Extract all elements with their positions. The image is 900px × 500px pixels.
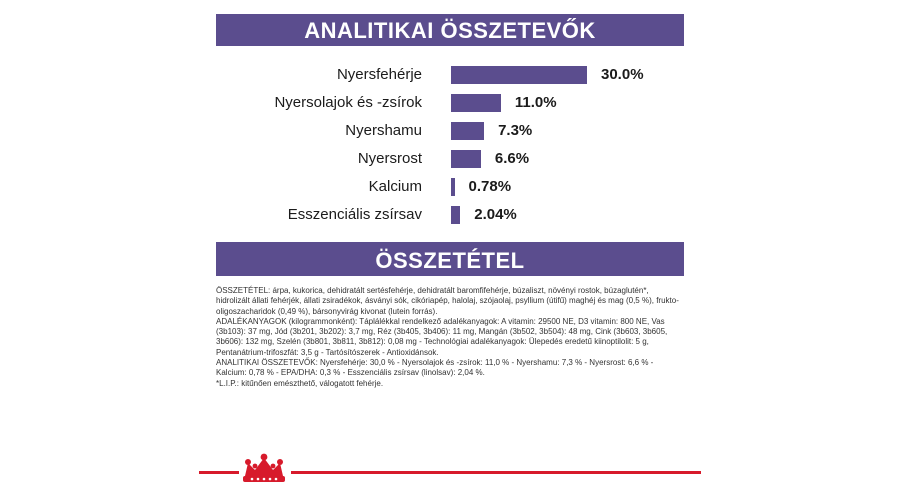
analytics-value: 6.6% — [494, 150, 530, 167]
analytics-row — [216, 148, 684, 170]
analytics-bar — [451, 66, 587, 84]
analytics-label: Nyersolajok és -zsírok — [274, 94, 422, 111]
analytics-header — [216, 14, 684, 46]
footnote: *L.I.P.: kitűnően emészthető, válogatott fehérje. — [216, 378, 384, 388]
composition-title: ÖSSZETÉTEL — [375, 248, 525, 273]
analytics-bar — [451, 150, 481, 168]
composition-paragraph: ÖSSZETÉTEL: árpa, kukorica, dehidratált sertésfehérje, dehidratált baromfifehérje, búzaliszt, növényi rostok, búzaglutén*, hidrolizált állati fehérjék, állati zsiradékok, ásványi sók, cikóriapép, halolaj, szójaolaj, psyllium (útifű) maghéj és mag (0,5 %), frukto-oligoszacharidok (0,49 %), bársonyvirág kivonat (lutein forrás). — [216, 286, 679, 316]
analytics-label: Kalcium — [368, 178, 422, 195]
analytics-label: Nyershamu — [345, 122, 422, 139]
analytics-label: Esszenciális zsírsav — [287, 206, 422, 223]
analytics-value: 30.0% — [601, 66, 644, 83]
analytics-label: Nyersrost — [357, 150, 422, 167]
royal-canin-crown-icon — [239, 452, 289, 488]
analytics-row — [216, 120, 684, 142]
analytics-paragraph: ANALITIKAI ÖSSZETEVŐK: Nyersfehérje: 30,0 % - Nyersolajok és -zsírok: 11,0 % - Nyershamu: 7,3 % - Nyersrost: 6,6 % - Kalcium: 0,78 % - EPA/DHA: 0,3 % - Esszenciális zsírsav (linolsav): 2,04 %. — [216, 358, 654, 378]
footer-line-right — [291, 471, 701, 474]
analytics-value: 7.3% — [498, 122, 533, 139]
analytics-label: Nyersfehérje — [336, 66, 422, 83]
analytics-row — [216, 64, 684, 86]
composition-text — [216, 286, 684, 389]
analytics-bar — [451, 178, 455, 196]
analytics-value: 11.0% — [514, 94, 557, 111]
additives-paragraph: ADALÉKANYAGOK (kilogrammonként): Táplálékkal rendelkező adalékanyagok: A vitamin: 29500 NE, D3 vitamin: 800 NE, Vas (3b103): 37 mg, Jód (3b201, 3b202): 3,7 mg, Réz (3b405, 3b406): 11 mg, Mangán (3b502, 3b504): 48 mg, Cink (3b603, 3b605, 3b606): 132 mg, Szelén (3b801, 3b811, 3b812): 0,08 mg - Technológiai adalékanyagok: Ülepedés eredetű kiinoptilolit: 5 g, Pentanátrium-trifoszfát: 3,5 g - Tartósítószerek - Antioxidánsok. — [216, 316, 668, 357]
analytics-bar — [451, 94, 501, 112]
analytics-row — [216, 92, 684, 114]
analytics-bar — [451, 122, 484, 140]
analytics-bar — [451, 206, 460, 224]
analytics-row — [216, 176, 684, 198]
analytics-row — [216, 204, 684, 226]
analytics-title: ANALITIKAI ÖSSZETEVŐK — [304, 18, 596, 43]
composition-header — [216, 242, 684, 276]
analytics-value: 0.78% — [468, 178, 512, 195]
footer-line-left — [199, 471, 239, 474]
analytics-value: 2.04% — [474, 206, 517, 223]
